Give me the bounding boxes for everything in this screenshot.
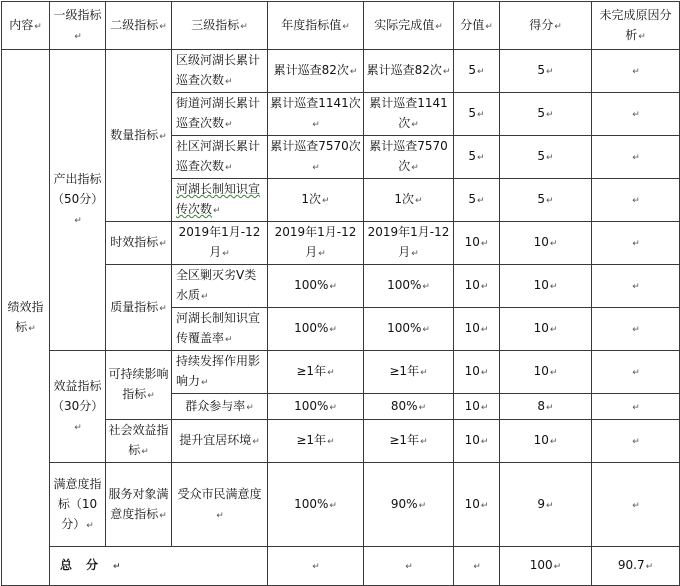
points-cell: 5↵ bbox=[454, 136, 500, 179]
actual-cell: 100%↵ bbox=[364, 265, 454, 308]
sustainable-level2-cell: 可持续影响指标↵ bbox=[106, 351, 172, 420]
total-empty-cell: ↵ bbox=[454, 547, 500, 586]
points-cell: 10↵ bbox=[454, 265, 500, 308]
score-cell: 10↵ bbox=[500, 420, 592, 463]
reason-cell: ↵ bbox=[592, 136, 680, 179]
performance-table bbox=[1, 1, 680, 586]
target-cell: 100%↵ bbox=[268, 463, 364, 547]
target-cell: 累计巡查1141次↵ bbox=[268, 93, 364, 136]
points-cell: 10↵ bbox=[454, 394, 500, 420]
header-score: 得分↵ bbox=[500, 2, 592, 50]
reason-cell: ↵ bbox=[592, 308, 680, 351]
actual-cell: 累计巡查1141次↵ bbox=[364, 93, 454, 136]
score-cell: 9↵ bbox=[500, 463, 592, 547]
points-cell: 10↵ bbox=[454, 308, 500, 351]
total-score-cell: 90.7↵ bbox=[592, 547, 680, 586]
header-row bbox=[2, 2, 680, 50]
points-cell: 10↵ bbox=[454, 463, 500, 547]
actual-cell: ≥1年↵ bbox=[364, 420, 454, 463]
indicator-cell: 社区河湖长累计巡查次数↵ bbox=[172, 136, 268, 179]
score-cell: 10↵ bbox=[500, 265, 592, 308]
header-points: 分值↵ bbox=[454, 2, 500, 50]
target-cell: 100%↵ bbox=[268, 265, 364, 308]
indicator-cell: 全区剿灭劣V类水质↵ bbox=[172, 265, 268, 308]
target-cell: 1次↵ bbox=[268, 179, 364, 222]
target-cell: 累计巡查7570次↵ bbox=[268, 136, 364, 179]
target-cell: 100%↵ bbox=[268, 308, 364, 351]
reason-cell: ↵ bbox=[592, 394, 680, 420]
quality-level2-cell: 质量指标↵ bbox=[106, 265, 172, 351]
indicator-cell: 持续发挥作用影响力↵ bbox=[172, 351, 268, 394]
score-cell: 5↵ bbox=[500, 50, 592, 93]
header-level3: 三级指标↵ bbox=[172, 2, 268, 50]
reason-cell: ↵ bbox=[592, 265, 680, 308]
score-cell: 10↵ bbox=[500, 308, 592, 351]
indicator-cell: 区级河湖长累计巡查次数↵ bbox=[172, 50, 268, 93]
target-cell: 2019年1月-12月↵ bbox=[268, 222, 364, 265]
indicator-cell: 河湖长制知识宣传次数↵ bbox=[172, 179, 268, 222]
social-level2-cell: 社会效益指标↵ bbox=[106, 420, 172, 463]
reason-cell: ↵ bbox=[592, 50, 680, 93]
target-cell: ≥1年↵ bbox=[268, 420, 364, 463]
total-label-cell: 总分↵ bbox=[50, 547, 268, 586]
target-cell: ≥1年↵ bbox=[268, 351, 364, 394]
benefit-level1-cell: 效益指标（30分）↵ bbox=[50, 351, 106, 463]
category-cell: 绩效指标↵ bbox=[2, 50, 50, 586]
header-content: 内容↵ bbox=[2, 2, 50, 50]
performance-table-sheet bbox=[1, 1, 679, 585]
total-row bbox=[2, 547, 680, 586]
total-empty-cell: ↵ bbox=[364, 547, 454, 586]
actual-cell: ≥1年↵ bbox=[364, 351, 454, 394]
satisfaction-level1-cell: 满意度指标（10分）↵ bbox=[50, 463, 106, 547]
points-cell: 10↵ bbox=[454, 420, 500, 463]
points-cell: 5↵ bbox=[454, 93, 500, 136]
points-cell: 5↵ bbox=[454, 50, 500, 93]
target-cell: 累计巡查82次↵ bbox=[268, 50, 364, 93]
score-cell: 5↵ bbox=[500, 136, 592, 179]
actual-cell: 累计巡查82次↵ bbox=[364, 50, 454, 93]
header-reason: 未完成原因分析↵ bbox=[592, 2, 680, 50]
actual-cell: 2019年1月-12月↵ bbox=[364, 222, 454, 265]
reason-cell: ↵ bbox=[592, 420, 680, 463]
score-cell: 10↵ bbox=[500, 351, 592, 394]
actual-cell: 1次↵ bbox=[364, 179, 454, 222]
header-annual-target: 年度指标值↵ bbox=[268, 2, 364, 50]
indicator-cell: 2019年1月-12月↵ bbox=[172, 222, 268, 265]
score-cell: 5↵ bbox=[500, 93, 592, 136]
table-row bbox=[2, 351, 680, 394]
actual-cell: 90%↵ bbox=[364, 463, 454, 547]
indicator-cell: 街道河湖长累计巡查次数↵ bbox=[172, 93, 268, 136]
quantity-level2-cell: 数量指标↵ bbox=[106, 50, 172, 222]
reason-cell: ↵ bbox=[592, 179, 680, 222]
header-level1: 一级指标↵ bbox=[50, 2, 106, 50]
score-cell: 8↵ bbox=[500, 394, 592, 420]
table-row bbox=[2, 50, 680, 93]
points-cell: 10↵ bbox=[454, 351, 500, 394]
total-points-cell: 100↵ bbox=[500, 547, 592, 586]
indicator-cell: 提升宜居环境↵ bbox=[172, 420, 268, 463]
table-row bbox=[2, 463, 680, 547]
reason-cell: ↵ bbox=[592, 222, 680, 265]
points-cell: 10↵ bbox=[454, 222, 500, 265]
score-cell: 5↵ bbox=[500, 179, 592, 222]
points-cell: 5↵ bbox=[454, 179, 500, 222]
total-empty-cell: ↵ bbox=[268, 547, 364, 586]
actual-cell: 80%↵ bbox=[364, 394, 454, 420]
indicator-cell: 群众参与率↵ bbox=[172, 394, 268, 420]
actual-cell: 累计巡查7570次↵ bbox=[364, 136, 454, 179]
service-level2-cell: 服务对象满意度指标↵ bbox=[106, 463, 172, 547]
reason-cell: ↵ bbox=[592, 351, 680, 394]
reason-cell: ↵ bbox=[592, 93, 680, 136]
header-level2: 二级指标↵ bbox=[106, 2, 172, 50]
indicator-cell: 河湖长制知识宣传覆盖率↵ bbox=[172, 308, 268, 351]
timeliness-level2-cell: 时效指标↵ bbox=[106, 222, 172, 265]
score-cell: 10↵ bbox=[500, 222, 592, 265]
actual-cell: 100%↵ bbox=[364, 308, 454, 351]
reason-cell: ↵ bbox=[592, 463, 680, 547]
target-cell: 100%↵ bbox=[268, 394, 364, 420]
output-level1-cell: 产出指标（50分）↵ bbox=[50, 50, 106, 351]
header-actual: 实际完成值↵ bbox=[364, 2, 454, 50]
indicator-cell: 受众市民满意度↵ bbox=[172, 463, 268, 547]
